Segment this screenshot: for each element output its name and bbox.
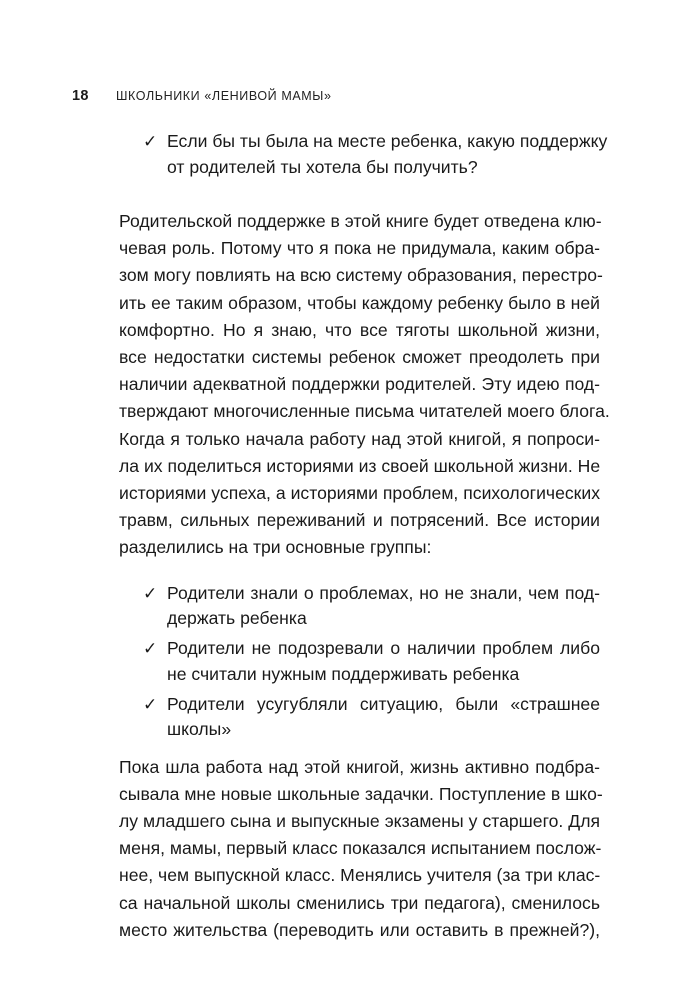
text-line: Если бы ты была на месте ребенка, какую поддержку: [167, 131, 608, 151]
group-item: [119, 692, 600, 743]
text-line: место жительства (переводить или оставить в прежней?),: [119, 919, 600, 940]
text-line: нее, чем выпускной класс. Менялись учителя (за три клас-: [119, 865, 601, 886]
text-line: Родительской поддержке в этой книге будет отведена клю-: [119, 211, 602, 231]
group-item: [119, 636, 600, 687]
groups-list: [119, 581, 600, 743]
text-line: зом могу повлиять на всю систему образования, перестро-: [119, 265, 603, 286]
running-title: ШКОЛЬНИКИ «ЛЕНИВОЙ МАМЫ»: [116, 89, 332, 103]
question-list: [119, 129, 608, 180]
text-line: меня, мамы, первый класс показался испытанием послож-: [119, 838, 602, 859]
text-line: разделились на три основные группы:: [119, 537, 432, 558]
text-line: Родители не подозревали о наличии проблем либо: [167, 638, 600, 659]
paragraph: [119, 208, 610, 562]
text-line: школы»: [167, 719, 232, 740]
text-line: Родители знали о проблемах, но не знали, чем под-: [167, 582, 600, 603]
text-line: лу младшего сына и выпускные экзамены у старшего. Для: [119, 811, 600, 832]
text-line: сывала мне новые школьные задачки. Поступление в шко-: [119, 783, 603, 804]
text-line: Пока шла работа над этой книгой, жизнь активно подбра-: [119, 756, 600, 777]
text-line: все недостатки системы ребенок сможет преодолеть при: [119, 347, 600, 368]
text-line: травм, сильных переживаний и потрясений. Все истории: [119, 510, 600, 531]
page-number: 18: [72, 88, 89, 104]
text-line: чевая роль. Потому что я пока не придумала, каким обра-: [119, 238, 600, 259]
text-line: са начальной школы сменились три педагога), сменилось: [119, 892, 600, 913]
group-item: [119, 581, 600, 632]
text-line: Родители усугубляли ситуацию, были «страшнее: [167, 693, 600, 714]
question-item: [119, 129, 608, 180]
text-line: ить ее таким образом, чтобы каждому ребенку было в ней: [119, 292, 600, 313]
checkmark-icon: ✓: [143, 694, 158, 714]
text-line: Когда я только начала работу над этой книгой, я попроси-: [119, 428, 600, 449]
page-body: [119, 129, 610, 944]
running-header: [72, 88, 332, 104]
checkmark-icon: ✓: [143, 639, 158, 659]
text-line: держать ребенка: [167, 608, 307, 629]
text-line: историями успеха, а историями проблем, психологических: [119, 483, 600, 504]
text-line: тверждают многочисленные письма читателей моего блога.: [119, 401, 610, 422]
checkmark-icon: ✓: [143, 132, 158, 151]
checkmark-icon: ✓: [143, 583, 158, 603]
text-line: от родителей ты хотела бы получить?: [167, 156, 478, 177]
text-line: комфортно. Но я знаю, что все тяготы школьной жизни,: [119, 319, 600, 340]
paragraph: [119, 754, 603, 944]
text-line: наличии адекватной поддержки родителей. Эту идею под-: [119, 374, 600, 395]
text-line: ла их поделиться историями из своей школьной жизни. Не: [119, 455, 601, 476]
text-line: не считали нужным поддерживать ребенка: [167, 663, 520, 684]
